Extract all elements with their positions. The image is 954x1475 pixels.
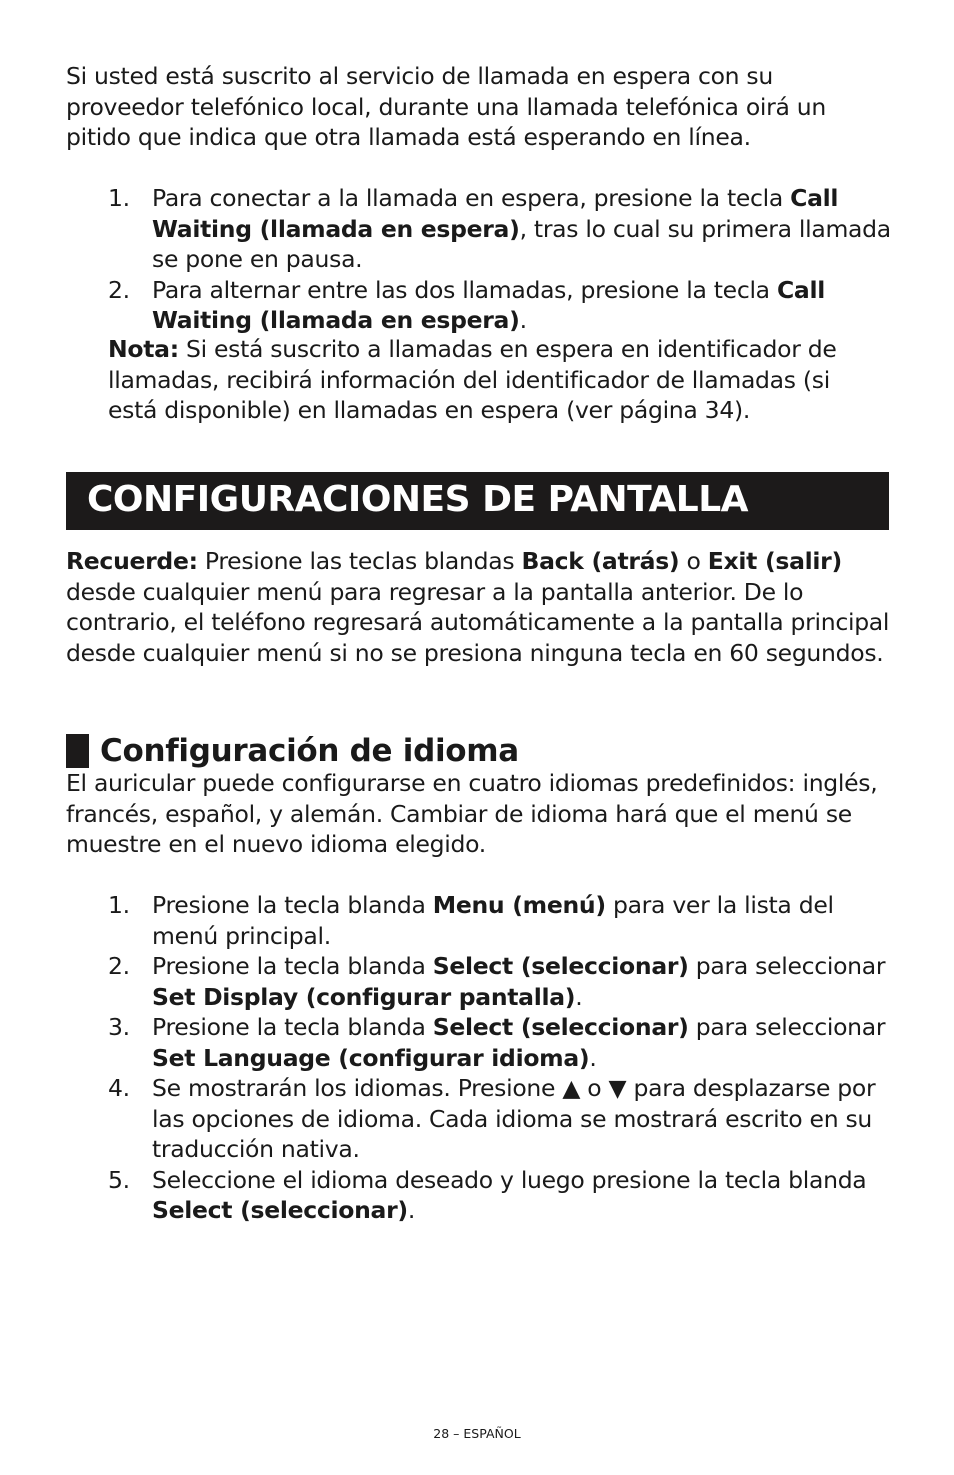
up-arrow-icon: ▲ bbox=[562, 1074, 581, 1102]
menu-key: Menu (menú) bbox=[432, 891, 606, 919]
down-arrow-icon: ▼ bbox=[608, 1074, 627, 1102]
step-number: 2. bbox=[108, 275, 130, 304]
subsection-title: Configuración de idioma bbox=[100, 733, 519, 769]
back-key: Back (atrás) bbox=[521, 547, 680, 575]
list-item: 3. Presione la tecla blanda Select (seleccionar) para seleccionar Set Language (configurar idioma). bbox=[108, 1013, 886, 1072]
language-steps bbox=[108, 890, 898, 1226]
step-number: 5. bbox=[108, 1165, 130, 1194]
set-display-option: Set Display (configurar pantalla) bbox=[152, 982, 576, 1011]
section-title: CONFIGURACIONES DE PANTALLA bbox=[87, 479, 749, 520]
remember-label: Recuerde: bbox=[66, 547, 198, 575]
exit-key: Exit (salir) bbox=[707, 547, 842, 575]
select-key: Select (seleccionar) bbox=[432, 1013, 689, 1041]
select-key: Select (seleccionar) bbox=[152, 1196, 408, 1224]
section-banner bbox=[66, 472, 889, 530]
call-waiting-intro: Si usted está suscrito al servicio de llamada en espera con su proveedor telefónico local, durante una llamada telefónica oirá un pitido que indica que otra llamada está esperando en línea. bbox=[66, 62, 826, 151]
subsection-marker bbox=[66, 734, 89, 768]
list-item: 1. Presione la tecla blanda Menu (menú) para ver la lista del menú principal. bbox=[108, 891, 834, 950]
list-item: 4. Se mostrarán los idiomas. Presione ▲ o ▼ para desplazarse por las opciones de idioma. Cada idioma se mostrará escrito en su traducción nativa. bbox=[108, 1074, 876, 1163]
step-number: 1. bbox=[108, 891, 130, 919]
note-label: Nota: bbox=[108, 335, 179, 363]
page-footer: 28 – ESPAÑOL bbox=[433, 1426, 521, 1441]
language-intro: El auricular puede configurarse en cuatro idiomas predefinidos: inglés, francés, español, y alemán. Cambiar de idioma hará que el menú se muestre en el nuevo idioma elegido. bbox=[66, 769, 878, 858]
step-number: 2. bbox=[108, 952, 130, 980]
remember-paragraph: Recuerde: Presione las teclas blandas Back (atrás) o Exit (salir) desde cualquier menú para regresar a la pantalla anterior. De lo contrario, el teléfono regresará automáticamente a la pantalla principal desde cualquier menú si no se presiona ninguna tecla en 60 segundos. bbox=[66, 547, 890, 667]
call-waiting-key: Call Waiting (llamada en espera) bbox=[152, 275, 825, 334]
select-key: Select (seleccionar) bbox=[432, 952, 689, 980]
list-item: 2. Para alternar entre las dos llamadas, presione la tecla Call Waiting (llamada en espera). bbox=[108, 275, 825, 334]
list-item: 1. Para conectar a la llamada en espera, presione la tecla Call Waiting (llamada en espera), tras lo cual su primera llamada se pone en pausa. bbox=[108, 184, 891, 273]
note-paragraph: Nota: Si está suscrito a llamadas en espera en identificador de llamadas, recibirá información del identificador de llamadas (si está disponible) en llamadas en espera (ver página 34). bbox=[108, 335, 837, 424]
call-waiting-key: Call Waiting (llamada en espera) bbox=[152, 184, 839, 243]
step-number: 1. bbox=[108, 184, 130, 212]
step-number: 4. bbox=[108, 1074, 130, 1102]
list-item: 5. Seleccione el idioma deseado y luego presione la tecla blanda Select (seleccionar). bbox=[108, 1165, 867, 1224]
step-number: 3. bbox=[108, 1013, 130, 1041]
list-item: 2. Presione la tecla blanda Select (seleccionar) para seleccionar Set Display (configurar pantalla). bbox=[108, 952, 886, 1011]
call-waiting-steps bbox=[108, 183, 898, 336]
set-language-option: Set Language (configurar idioma) bbox=[152, 1043, 590, 1072]
